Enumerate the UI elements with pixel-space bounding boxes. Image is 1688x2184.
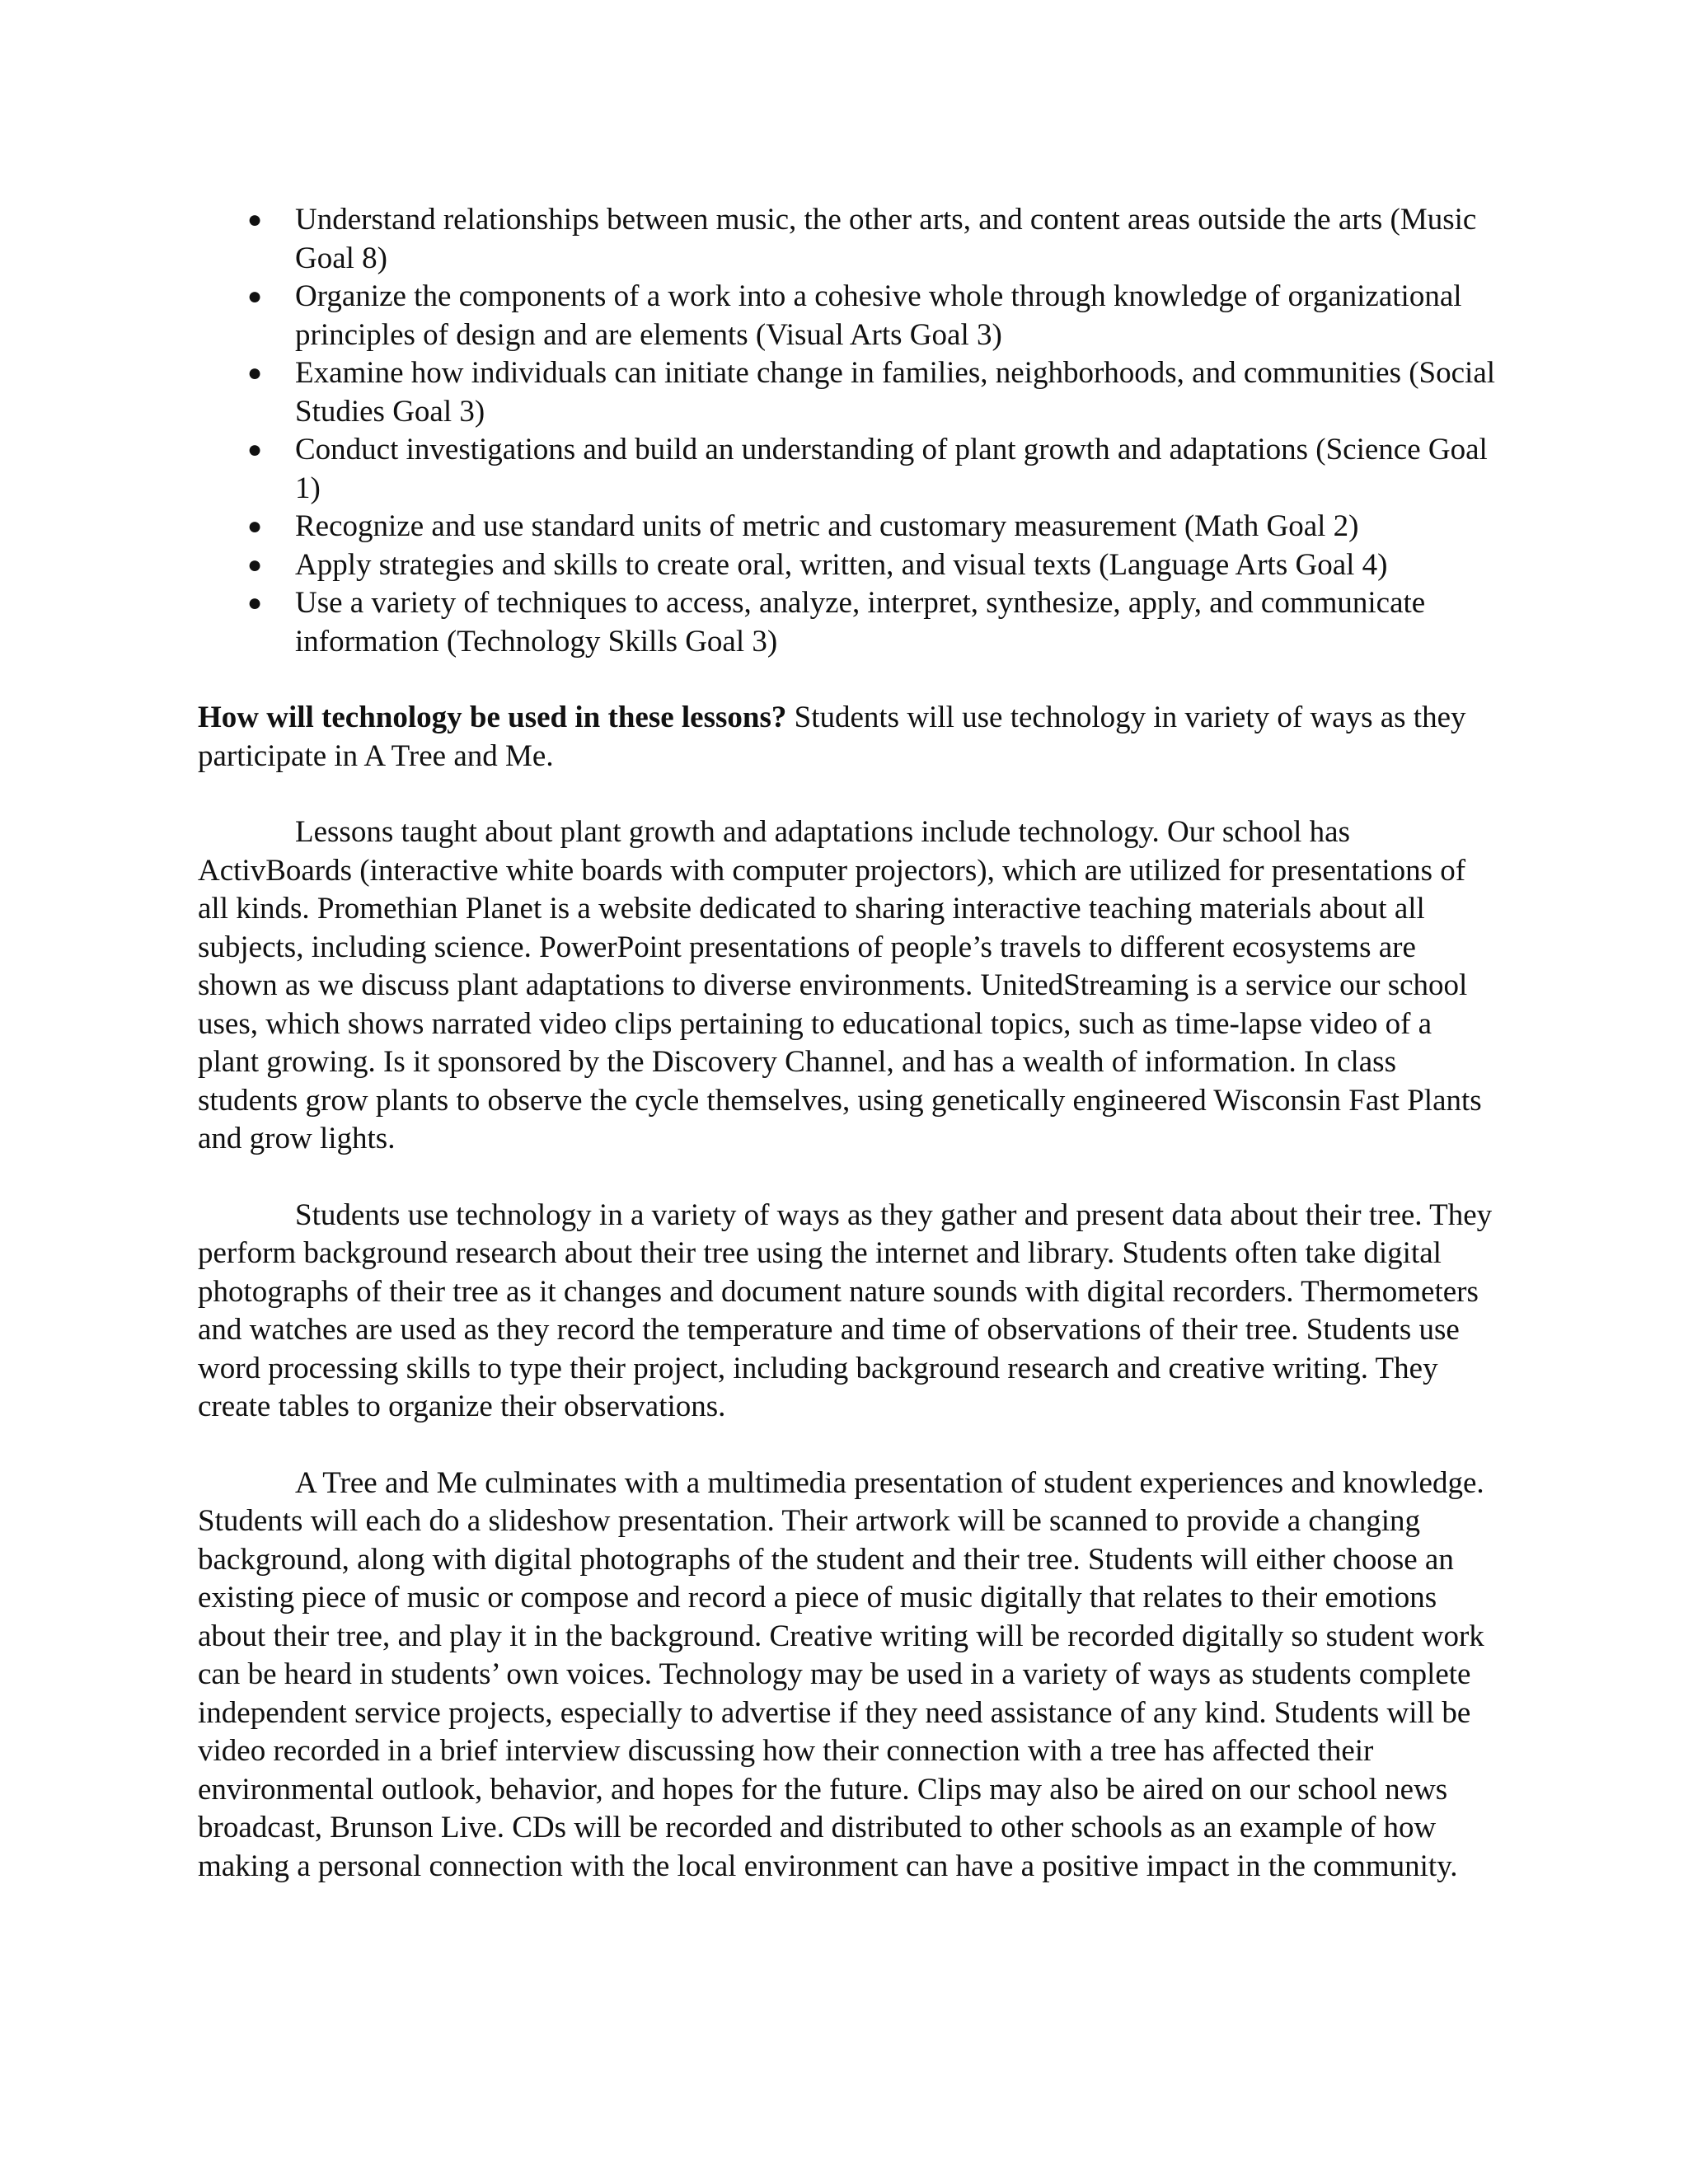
bullet-icon: ● [247,589,263,616]
list-item [198,546,1500,585]
list-item [198,278,1500,354]
technology-section [198,699,1500,1886]
goals-list [198,201,1500,661]
document-page [198,201,1500,1886]
section-intro-text: Students will use technology in variety of ways as they participate in A Tree and Me. [198,701,1466,773]
goal-text: Apply strategies and skills to create oral, written, and visual texts (Language Arts Goal 4) [295,547,1388,582]
bullet-icon: ● [247,283,263,310]
plant-growth-paragraph: Lessons taught about plant growth and adaptations include technology. Our school has ActivBoards (interactive white boards with computer projectors), which are utilized for presentations of all kinds. Promethian Planet is a website dedicated to sharing interactive teaching materials about all subjects, including science. PowerPoint presentations of people’s travels to different ecosystems are shown as we discuss plant adaptations to diverse environments. UnitedStreaming is a service our school uses, which shows narrated video clips pertaining to educational topics, such as time-lapse video of a plant growing. Is it sponsored by the Discovery Channel, and has a wealth of information. In class students grow plants to observe the cycle themselves, using genetically engineered Wisconsin Fast Plants and grow lights. [198,815,1482,1155]
list-item [198,508,1500,546]
goal-text: Conduct investigations and build an understanding of plant growth and adaptations (Science Goal 1) [295,433,1488,505]
goal-text: Organize the components of a work into a cohesive whole through knowledge of organizational principles of design and are elements (Visual Arts Goal 3) [295,279,1462,352]
list-item [198,431,1500,508]
list-item [198,584,1500,661]
technology-intro-paragraph [198,699,1500,776]
list-item [198,354,1500,431]
bullet-icon: ● [247,436,263,463]
bullet-icon: ● [247,206,263,233]
list-item [198,201,1500,278]
bullet-icon: ● [247,359,263,387]
goal-text: Use a variety of techniques to access, analyze, interpret, synthesize, apply, and communicate information (Technology Skills Goal 3) [295,586,1426,658]
tree-data-paragraph: Students use technology in a variety of ways as they gather and present data about their tree. They perform background research about their tree using the internet and library. Students often take digital photographs of their tree as it changes and document nature sounds with digital recorders. Thermometers and watches are used as they record the temperature and time of observations of their tree. Students use word processing skills to type their project, including background research and creative writing. They create tables to organize their observations. [198,1197,1493,1423]
goal-text: Understand relationships between music, the other arts, and content areas outside the arts (Music Goal 8) [295,203,1477,275]
bullet-icon: ● [247,513,263,540]
goal-text: Recognize and use standard units of metric and customary measurement (Math Goal 2) [295,509,1359,543]
bullet-icon: ● [247,551,263,579]
section-question: How will technology be used in these lessons? [198,701,787,734]
goal-text: Examine how individuals can initiate change in families, neighborhoods, and communities (Social Studies Goal 3) [295,356,1496,429]
multimedia-presentation-paragraph: A Tree and Me culminates with a multimedia presentation of student experiences and knowledge. Students will each do a slideshow presentation. Their artwork will be scanned to provide a changing background, along with digital photographs of the student and their tree. Students will either choose an existing piece of music or compose and record a piece of music digitally that relates to their emotions about their tree, and play it in the background. Creative writing will be recorded digitally so student work can be heard in students’ own voices. Technology may be used in a variety of ways as students complete independent service projects, especially to advertise if they need assistance of any kind. Students will be video recorded in a brief interview discussing how their connection with a tree has affected their environmental outlook, behavior, and hopes for the future. Clips may also be aired on our school news broadcast, Brunson Live. CDs will be recorded and distributed to other schools as an example of how making a personal connection with the local environment can have a positive impact in the community. [198,1465,1484,1883]
